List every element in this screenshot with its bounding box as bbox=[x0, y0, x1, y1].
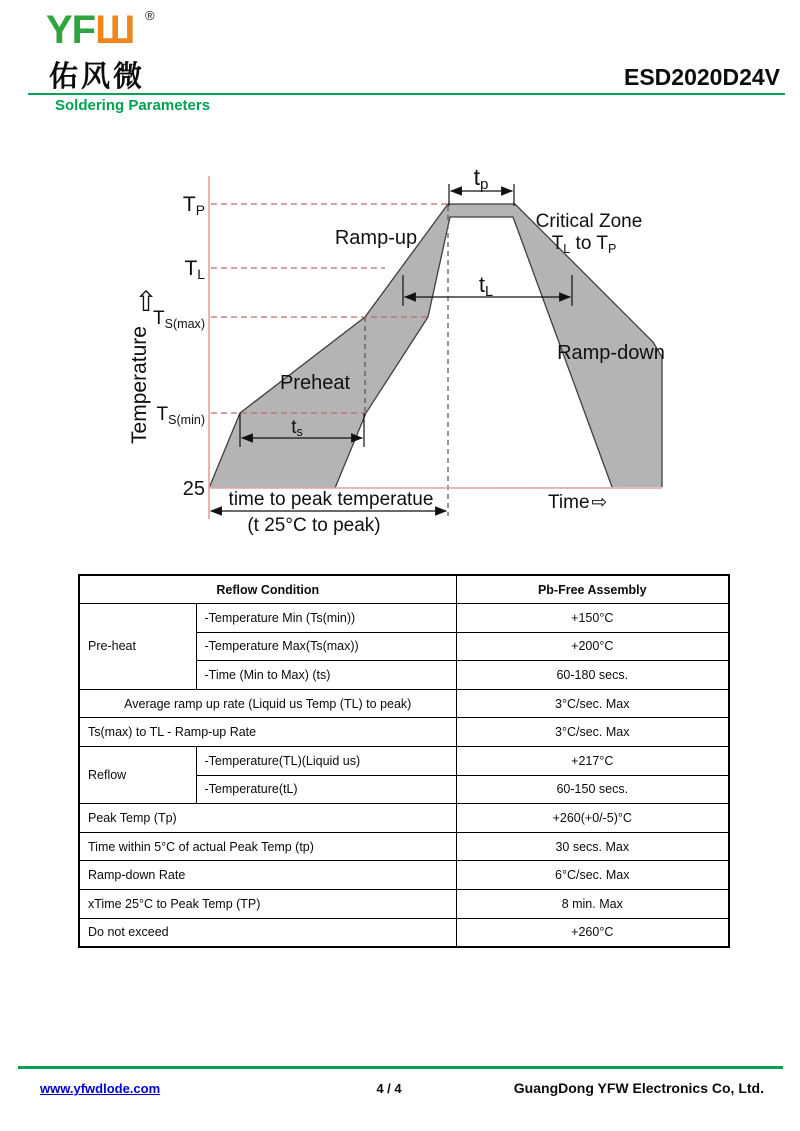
value-cell: 6°C/sec. Max bbox=[456, 861, 729, 890]
desc-cell: -Temperature(tL) bbox=[196, 775, 456, 804]
label-ramp-down: Ramp-down bbox=[557, 342, 665, 364]
group-cell-reflow: Reflow bbox=[79, 747, 196, 804]
table-row bbox=[79, 832, 729, 861]
registered-mark: ® bbox=[145, 8, 155, 23]
label-critical-zone: Critical Zone bbox=[535, 211, 643, 232]
logo-chinese: 佑风微 bbox=[49, 61, 146, 93]
page-number: 4 / 4 bbox=[376, 1081, 402, 1096]
y-axis-up-arrow-icon: ⇧ bbox=[134, 286, 158, 317]
value-cell: 3°C/sec. Max bbox=[456, 689, 729, 718]
desc-cell: Ts(max) to TL - Ramp-up Rate bbox=[79, 718, 456, 747]
x-axis-title: Time ⇨ bbox=[548, 492, 608, 513]
value-cell: +260(+0/-5)°C bbox=[456, 804, 729, 833]
table-row bbox=[79, 689, 729, 718]
label-temp-liquidus: TL bbox=[184, 257, 205, 282]
label-temp-s-max: $T_{S(max)}$ bbox=[153, 308, 205, 331]
company-name: GuangDong YFW Electronics Co, Ltd. bbox=[513, 1080, 764, 1096]
col-header-reflow-condition: Reflow Condition bbox=[79, 575, 456, 604]
label-preheat: Preheat bbox=[279, 372, 351, 394]
logo-text-orange: Ш bbox=[95, 8, 135, 52]
logo-text-green: YF bbox=[46, 8, 96, 52]
desc-cell: Ramp-down Rate bbox=[79, 861, 456, 890]
desc-cell: -Temperature Max(Ts(max)) bbox=[196, 632, 456, 661]
table-header-row bbox=[79, 575, 729, 604]
label-ts: ts bbox=[291, 417, 303, 439]
label-origin-25: 25 bbox=[182, 478, 205, 500]
value-cell: +200°C bbox=[456, 632, 729, 661]
desc-cell: Average ramp up rate (Liquid us Temp (TL) to peak) bbox=[79, 689, 456, 718]
label-temp-peak: TP bbox=[182, 193, 205, 218]
value-cell: +217°C bbox=[456, 747, 729, 776]
table-row bbox=[79, 747, 729, 776]
website-link[interactable]: www.yfwdlode.com bbox=[40, 1081, 161, 1096]
table-row bbox=[79, 890, 729, 919]
y-axis-title: Temperature bbox=[128, 326, 151, 444]
desc-cell: Peak Temp (Tp) bbox=[79, 804, 456, 833]
table-row bbox=[79, 804, 729, 833]
value-cell: 60-150 secs. bbox=[456, 775, 729, 804]
header-divider bbox=[28, 93, 785, 95]
label-ramp-up: Ramp-up bbox=[334, 227, 418, 249]
desc-cell: -Time (Min to Max) (ts) bbox=[196, 661, 456, 690]
desc-cell: -Temperature(TL)(Liquid us) bbox=[196, 747, 456, 776]
table-row bbox=[79, 604, 729, 633]
desc-cell: Do not exceed bbox=[79, 918, 456, 947]
desc-cell: xTime 25°C to Peak Temp (TP) bbox=[79, 890, 456, 919]
value-cell: 3°C/sec. Max bbox=[456, 718, 729, 747]
value-cell: 8 min. Max bbox=[456, 890, 729, 919]
col-header-pbfree-assembly: Pb-Free Assembly bbox=[456, 575, 729, 604]
label-critical-zone-range: $T_L$ to $T_P$ bbox=[551, 233, 617, 256]
value-cell: +260°C bbox=[456, 918, 729, 947]
table-row bbox=[79, 718, 729, 747]
label-time-to-peak-2: (t 25°C to peak) bbox=[247, 515, 381, 536]
logo bbox=[46, 8, 155, 52]
value-cell: +150°C bbox=[456, 604, 729, 633]
part-number: ESD2020D24V bbox=[624, 64, 780, 90]
label-tl: tL bbox=[478, 272, 494, 300]
reflow-profile-diagram bbox=[0, 140, 800, 550]
footer-divider bbox=[18, 1066, 783, 1069]
desc-cell: Time within 5°C of actual Peak Temp (tp) bbox=[79, 832, 456, 861]
desc-cell: -Temperature Min (Ts(min)) bbox=[196, 604, 456, 633]
group-cell-preheat: Pre-heat bbox=[79, 604, 196, 690]
value-cell: 60-180 secs. bbox=[456, 661, 729, 690]
value-cell: 30 secs. Max bbox=[456, 832, 729, 861]
section-title: Soldering Parameters bbox=[55, 97, 211, 114]
table-row bbox=[79, 918, 729, 947]
label-time-to-peak: time to peak temperatue bbox=[228, 489, 434, 510]
label-temp-s-min: $T_{S(min)}$ bbox=[156, 404, 205, 427]
label-tp: tp bbox=[473, 164, 489, 193]
reflow-table bbox=[78, 574, 730, 948]
table-row bbox=[79, 861, 729, 890]
